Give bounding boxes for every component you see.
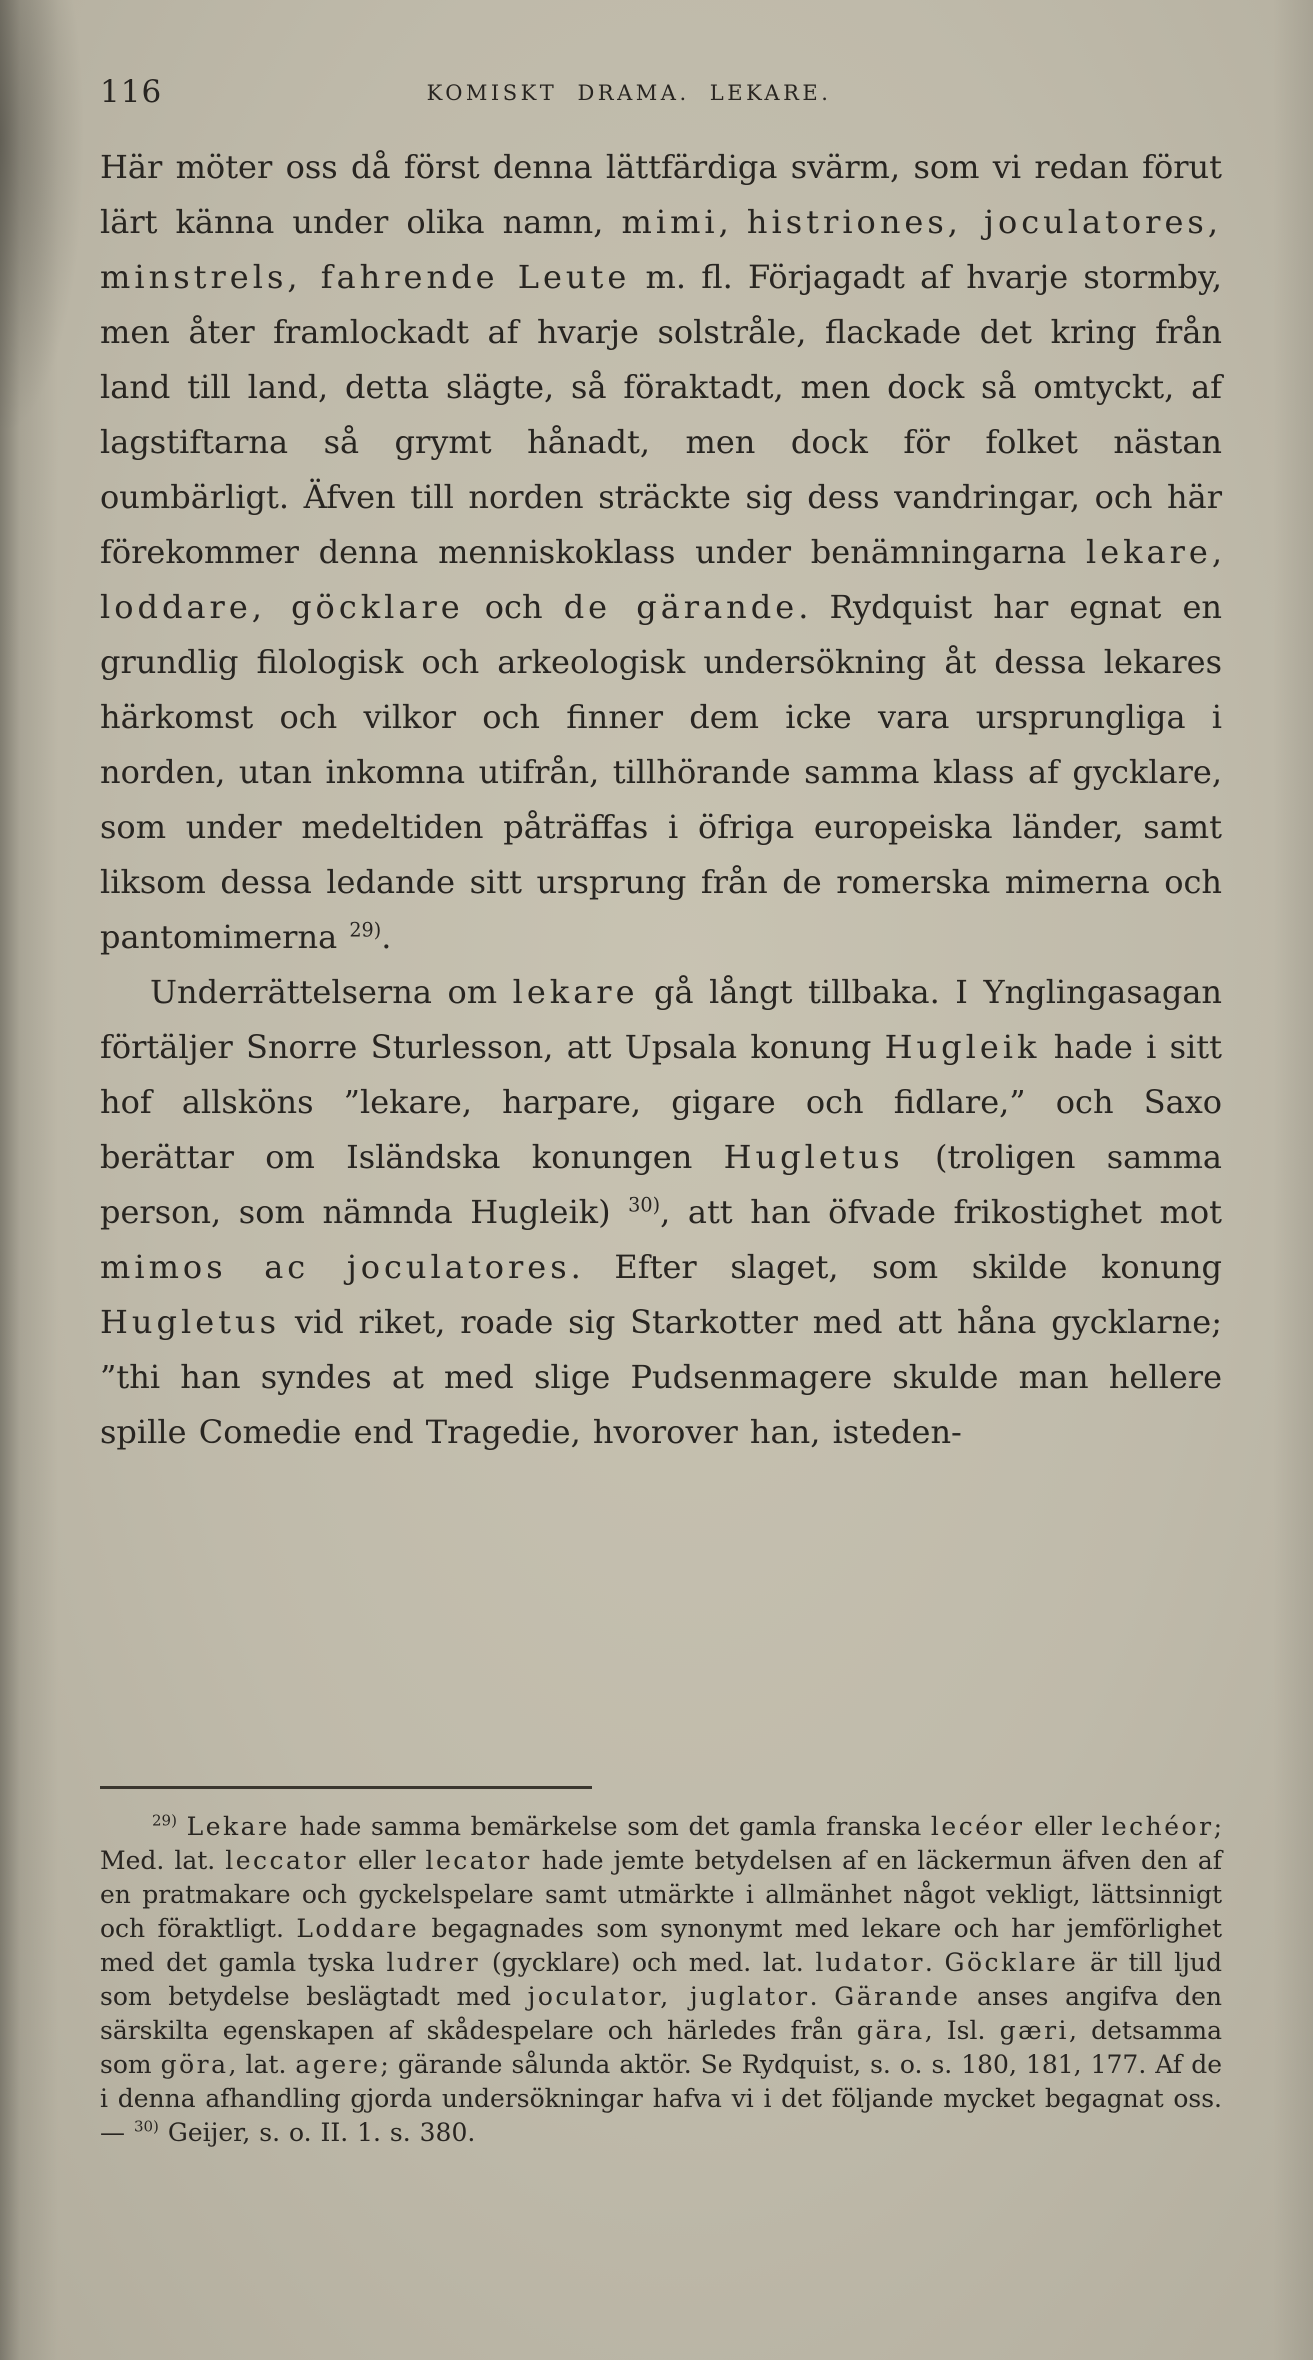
text-run: (gycklare) och med. lat. — [480, 1948, 816, 1977]
page-number: 116 — [100, 74, 163, 110]
emphasized-term: Loddare — [296, 1914, 420, 1943]
text-run: , Isl. — [924, 2016, 1000, 2045]
text-run: . — [381, 918, 392, 956]
emphasized-term: de gärande — [563, 588, 799, 626]
text-run: . — [809, 1982, 835, 2011]
emphasized-term: lekare — [1085, 533, 1212, 571]
text-run: , — [718, 203, 747, 241]
emphasized-term: lekare — [512, 973, 639, 1011]
emphasized-term: göra — [160, 2050, 229, 2079]
text-run: Underrättelserna om — [150, 973, 513, 1011]
emphasized-term: gära — [856, 2016, 925, 2045]
emphasized-term: ludrer — [386, 1948, 481, 1977]
text-run: m. fl. Förjagadt af hvarje stormby, men åter framlockadt af hvarje solstråle, flackade det kring från land till land, detta slägte, så föraktadt, men dock så omtyckt, af lagstiftarna så grymt hånadt, men dock för folket nästan oumbärligt. Äfven till norden sträckte sig dess vandringar, och här förekommer denna menniskoklass under benämningarna — [100, 258, 1223, 571]
footnote-marker: 30) — [628, 1193, 661, 1217]
emphasized-term: Hugleik — [884, 1028, 1041, 1066]
text-run: vid riket, roade sig Starkotter med att håna gycklarne; ”thi han syndes at med slige Pudsenmagere skulde man hellere spille Comedie end Tragedie, hvorover han, isteden- — [100, 1303, 1222, 1451]
footnote-divider — [100, 1786, 592, 1789]
emphasized-term: gæri — [999, 2016, 1070, 2045]
paragraph-2 — [100, 965, 1222, 1460]
emphasized-term: joculator, juglator — [527, 1982, 810, 2011]
text-run: eller — [347, 1846, 426, 1875]
text-run: . — [924, 1948, 945, 1977]
emphasized-term: Göcklare — [944, 1948, 1079, 1977]
paragraph-1 — [100, 140, 1222, 965]
footnote-marker: 30) — [133, 2117, 159, 2136]
footnote-29-30 — [100, 1810, 1222, 2150]
emphasized-term: leccator — [225, 1846, 348, 1875]
emphasized-term: Hugletus — [100, 1303, 281, 1341]
text-run: anses angifva den särskilta egenskapen af skådespelare och härledes från — [100, 1982, 1222, 2045]
emphasized-term: lecator — [425, 1846, 532, 1875]
footnote-marker: 29) — [152, 1811, 177, 1830]
text-run: , — [1211, 533, 1222, 571]
emphasized-term: histriones, joculatores, minstrels, fahrende Leute — [100, 203, 1222, 296]
emphasized-term: agere — [295, 2050, 381, 2079]
text-run: och — [463, 588, 564, 626]
text-run: ; Med. lat. — [100, 1812, 1222, 1875]
text-run: eller — [1024, 1812, 1102, 1841]
text-run: . Efter slaget, som skilde konung — [570, 1248, 1223, 1286]
text-run: hade jemte betydelsen af en läckermun äfven den af en pratmakare och gyckelspelare samt utmärkte i allmänhet något vekligt, lättsinnigt och föraktligt. — [100, 1846, 1222, 1943]
text-run: ; gärande sålunda aktör. Se Rydquist, s. o. s. 180, 181, 177. Af de i denna afhandling gjorda undersökningar hafva vi i det följande mycket begagnat oss. — — [100, 2050, 1222, 2147]
emphasized-term: lechéor — [1101, 1812, 1214, 1841]
text-run: är till ljud som betydelse beslägtadt med — [100, 1948, 1222, 2011]
text-run: begagnades som synonymt med lekare och har jemförlighet med det gamla tyska — [100, 1914, 1222, 1977]
text-run — [177, 1812, 187, 1841]
text-run: , detsamma som — [100, 2016, 1222, 2079]
text-run: hade i sitt hof allsköns ”lekare, harpare, gigare och fidlare,” och Saxo berättar om Isländska konungen — [100, 1028, 1223, 1176]
running-title: KOMISKT DRAMA. LEKARE. — [426, 81, 832, 105]
text-run: Geijer, s. o. II. 1. s. 380. — [158, 2118, 476, 2147]
emphasized-term: Hugletus — [723, 1138, 904, 1176]
text-run: (troligen samma person, som nämnda Hugleik) — [100, 1138, 1223, 1231]
emphasized-term: Gärande — [834, 1982, 961, 2011]
text-run: . Rydquist har egnat en grundlig filologisk och arkeologisk undersökning åt dessa lekares härkomst och vilkor och finner dem icke vara ursprungliga i norden, utan inkomna utifrån, tillhörande samma klass af gycklare, som under medeltiden påträffas i öfriga europeiska länder, samt liksom dessa ledande sitt ursprung från de romerska mimerna och pantomimerna — [100, 588, 1222, 956]
body-text — [100, 140, 1222, 1460]
text-run: hade samma bemärkelse som det gamla franska — [289, 1812, 931, 1841]
text-run: gå långt tillbaka. I Ynglingasagan förtäljer Snorre Sturlesson, att Upsala konung — [100, 973, 1223, 1066]
footnote-marker: 29) — [349, 918, 382, 942]
text-run: , lat. — [228, 2050, 296, 2079]
emphasized-term: Lekare — [186, 1812, 290, 1841]
footnotes — [100, 1810, 1222, 2150]
emphasized-term: loddare, göcklare — [100, 588, 464, 626]
text-run: , att han öfvade frikostighet mot — [660, 1193, 1223, 1231]
emphasized-term: ludator — [815, 1948, 925, 1977]
emphasized-term: mimos ac joculatores — [100, 1248, 571, 1286]
page-header — [100, 74, 1218, 114]
text-run: Här möter oss då först denna lättfärdiga svärm, som vi redan förut lärt känna under olika namn, — [100, 148, 1222, 241]
emphasized-term: lecéor — [930, 1812, 1025, 1841]
emphasized-term: mimi — [621, 203, 719, 241]
